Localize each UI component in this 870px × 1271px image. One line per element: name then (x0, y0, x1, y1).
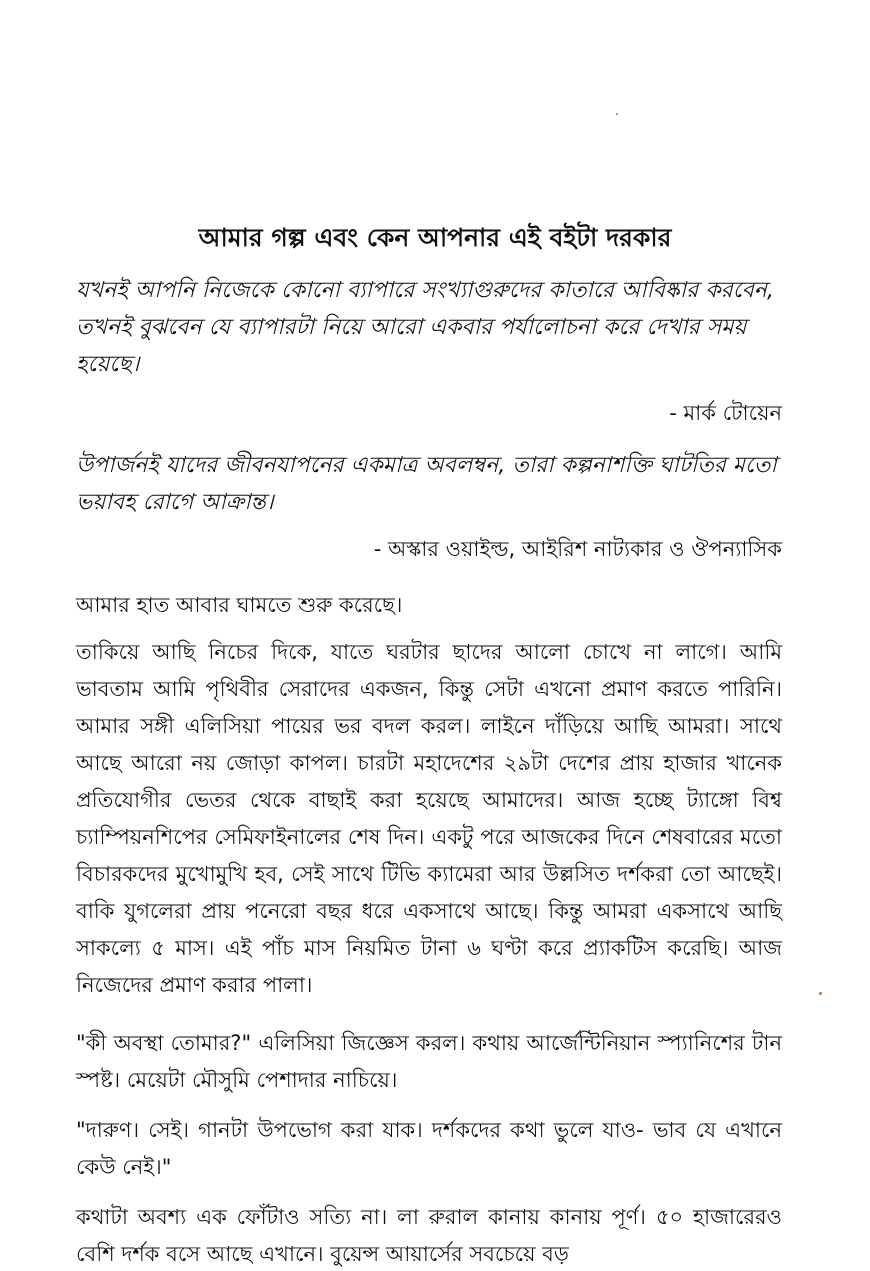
epigraph-attribution: - অস্কার ওয়াইল্ড, আইরিশ নাট্যকার ও ঔপন্যাসিক (373, 537, 782, 561)
body-paragraph: "কী অবস্থা তোমার?" এলিসিয়া জিজ্ঞেস করল। কথায় আর্জেন্টিনিয়ান স্প্যানিশের টান স্পষ্ট। মেয়েটা মৌসুমি পেশাদার নাচিয়ে। (76, 1031, 782, 1092)
body-paragraph: তাকিয়ে আছি নিচের দিকে, যাতে ঘরটার ছাদের আলো চোখে না লাগে। আমি ভাবতাম আমি পৃথিবীর সেরাদের একজন, কিন্তু সেটা এখনো প্রমাণ করতে পারিনি। আমার সঙ্গী এলিসিয়া পায়ের ভর বদল করল। লাইনে দাঁড়িয়ে আছি আমরা। সাথে আছে আরো নয় জোড়া কাপল। চারটা মহাদেশের ২৯টা দেশের প্রায় হাজার খানেক প্রতিযোগীর ভেতর থেকে বাছাই করা হয়েছে আমাদের। আজ হচ্ছে ট্যাঙ্গো বিশ্ব চ্যাম্পিয়নশিপের সেমিফাইনালের শেষ দিন। একটু পরে আজকের দিনে শেষবারের মতো বিচারকদের মুখোমুখি হব, সেই সাথে টিভি ক্যামেরা আর উল্লসিত দর্শকরা তো আছেই। বাকি যুগলেরা প্রায় পনেরো বছর ধরে একসাথে আছে। কিন্তু আমরা একসাথে আছি সাকল্যে ৫ মাস। এই পাঁচ মাস নিয়মিত টানা ৬ ঘণ্টা করে প্র্যাকটিস করেছি। আজ নিজেদের প্রমাণ করার পালা। (76, 640, 782, 997)
body-paragraph: আমার হাত আবার ঘামতে শুরু করেছে। (76, 593, 403, 617)
chapter-title: আমার গল্প এবং কেন আপনার এই বইটা দরকার (198, 223, 672, 252)
body-paragraph: কথাটা অবশ্য এক ফোঁটাও সত্যি না। লা রুরাল কানায় কানায় পূর্ণ। ৫০ হাজারেরও বেশি দর্শক বসে আছে এখানে। বুয়েন্স আয়ার্সের সবচেয়ে বড় (76, 1205, 782, 1266)
body-paragraph: "দারুণ। সেই। গানটা উপভোগ করা যাক। দর্শকদের কথা ভুলে যাও- ভাব যে এখানে কেউ নেই।" (76, 1118, 782, 1179)
scan-speck (616, 113, 618, 115)
epigraph-text: যখনই আপনি নিজেকে কোনো ব্যাপারে সংখ্যাগুরুদের কাতারে আবিষ্কার করবেন, তখনই বুঝবেন যে ব্যাপারটা নিয়ে আরো একবার পর্যালোচনা করে দেখার সময় হয়েছে। (76, 278, 774, 377)
epigraph-text: উপার্জনই যাদের জীবনযাপনের একমাত্র অবলম্বন, তারা কল্পনাশক্তি ঘাটতির মতো ভয়াবহ রোগে আক্রান্ত। (76, 453, 777, 515)
epigraph-attribution: - মার্ক টোয়েন (669, 401, 782, 425)
scan-speck (819, 992, 822, 995)
